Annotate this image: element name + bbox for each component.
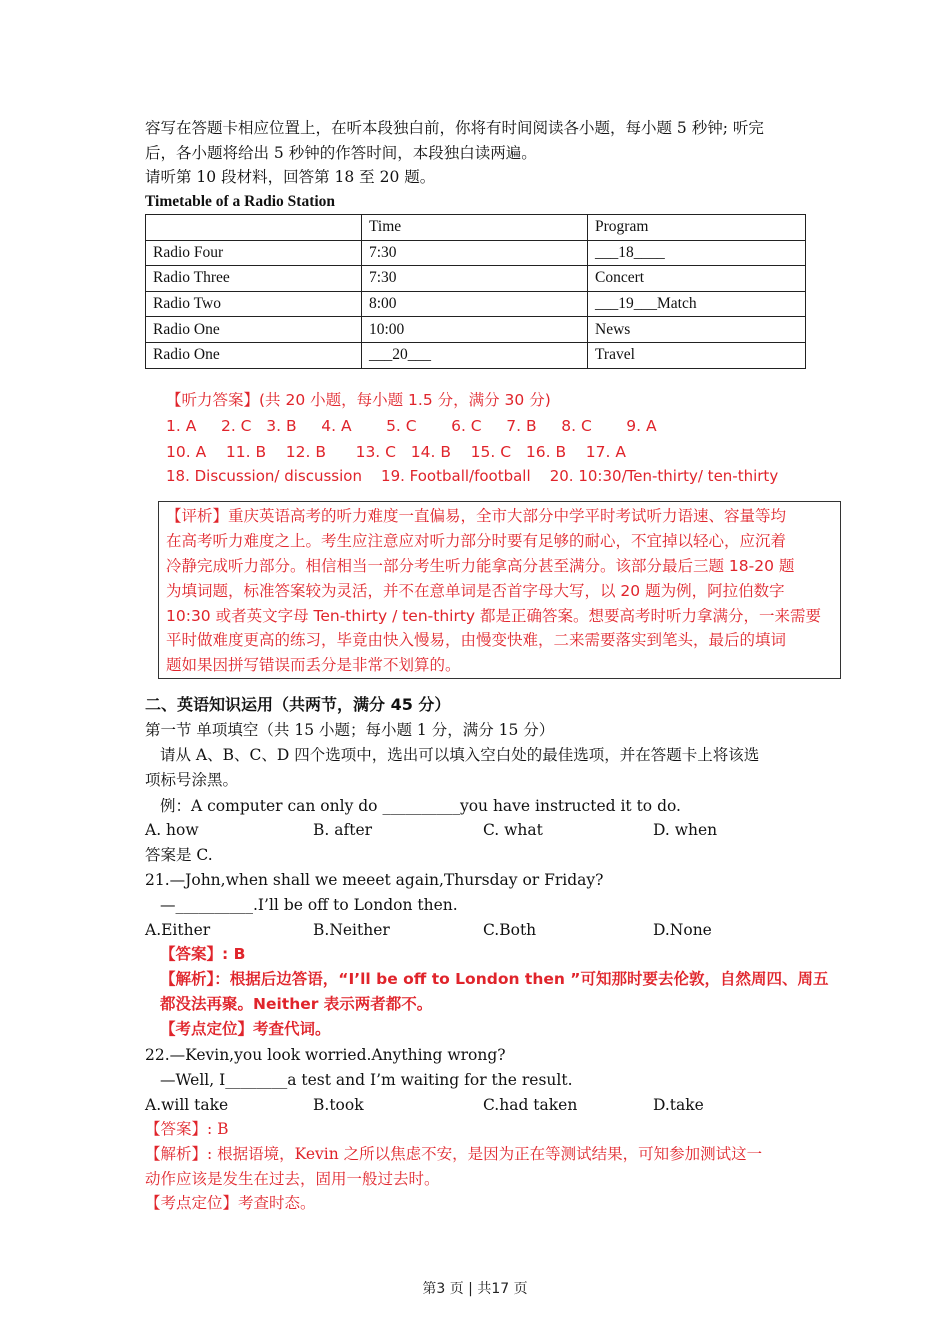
table-cell: 10:00 bbox=[362, 317, 588, 343]
q21-point: 【考点定位】考查代词。 bbox=[160, 1020, 331, 1038]
q21-option: A.Either bbox=[145, 921, 211, 939]
q21-reply: —__________.I’ll be off to London then. bbox=[160, 896, 458, 914]
table-cell: Radio Two bbox=[146, 291, 362, 317]
table-cell: 7:30 bbox=[362, 266, 588, 292]
q22-analysis-line-2: 动作应该是发生在过去，固用一般过去时。 bbox=[145, 1170, 440, 1188]
commentary-line: 题如果因拼写错误而丢分是非常不划算的。 bbox=[166, 656, 461, 674]
example-option: C. what bbox=[483, 821, 543, 839]
commentary-line: 【评析】重庆英语高考的听力难度一直偏易，全市大部分中学平时考试听力语速、容量等均 bbox=[166, 507, 787, 525]
example-answer: 答案是 C. bbox=[145, 846, 213, 864]
listening-answers-row-1: 1. A 2. C 3. B 4. A 5. C 6. C 7. B 8. C 9. A bbox=[166, 417, 657, 435]
q21-analysis-line-2: 都没法再聚。Neither 表示两者都不。 bbox=[160, 995, 433, 1013]
header-cell: Time bbox=[362, 215, 588, 241]
commentary-line: 平时做难度更高的练习，毕竟由快入慢易，由慢变快难，二来需要落实到笔头，最后的填词 bbox=[166, 631, 787, 649]
example-option: B. after bbox=[313, 821, 373, 839]
q22-option: A.will take bbox=[145, 1096, 229, 1114]
q22-option: B.took bbox=[313, 1096, 364, 1114]
q22-stem: 22.—Kevin,you look worried.Anything wrong? bbox=[145, 1046, 506, 1064]
q22-answer: 【答案】: B bbox=[145, 1120, 229, 1138]
table-title: Timetable of a Radio Station bbox=[145, 193, 336, 210]
q22-analysis-line-1: 【解析】: 根据语境，Kevin 之所以焦虑不安，是因为正在等测试结果，可知参加测试这一 bbox=[145, 1145, 763, 1163]
table-cell: Travel bbox=[588, 342, 806, 368]
commentary-line: 冷静完成听力部分。相信相当一部分考生听力能拿高分甚至满分。该部分最后三题 18-20 题 bbox=[166, 557, 795, 575]
table-row bbox=[146, 266, 806, 292]
commentary-line: 10:30 或者英文字母 Ten-thirty / ten-thirty 都是正确答案。想要高考时听力拿满分，一来需要 bbox=[166, 607, 822, 625]
table-cell: News bbox=[588, 317, 806, 343]
table-cell: ___18____ bbox=[588, 240, 806, 266]
table-cell: Radio Four bbox=[146, 240, 362, 266]
table-row bbox=[146, 291, 806, 317]
q22-point: 【考点定位】考查时态。 bbox=[145, 1194, 316, 1212]
example-option: D. when bbox=[653, 821, 718, 839]
part-heading: 第一节 单项填空（共 15 小题；每小题 1 分，满分 15 分） bbox=[145, 721, 555, 739]
instruction-line-2: 项标号涂黑。 bbox=[145, 771, 239, 789]
q21-analysis-line-1: 【解析】：根据后边答语，“I’ll be off to London then ”可知那时要去伦敦，自然周四、周五 bbox=[160, 970, 829, 988]
q21-option: B.Neither bbox=[313, 921, 390, 939]
table-cell: Concert bbox=[588, 266, 806, 292]
intro-line-1: 容写在答题卡相应位置上，在听本段独白前，你将有时间阅读各小题，每小题 5 秒钟; 听完 bbox=[145, 119, 764, 137]
q21-stem: 21.—John,when shall we meeet again,Thursday or Friday? bbox=[145, 871, 604, 889]
page-footer: 第3 页 | 共17 页 bbox=[422, 1281, 528, 1297]
intro-line-3: 请听第 10 段材料，回答第 18 至 20 题。 bbox=[145, 168, 436, 186]
q21-answer: 【答案】: B bbox=[160, 945, 246, 963]
example-option: A. how bbox=[145, 821, 199, 839]
table-cell: 8:00 bbox=[362, 291, 588, 317]
q21-option: C.Both bbox=[483, 921, 537, 939]
intro-line-2: 后，各小题将给出 5 秒钟的作答时间，本段独白读两遍。 bbox=[145, 144, 537, 162]
commentary-line: 为填词题，标准答案较为灵活，并不在意单词是否首字母大写，以 20 题为例，阿拉伯数字 bbox=[166, 582, 785, 600]
q21-option: D.None bbox=[653, 921, 712, 939]
q22-option: C.had taken bbox=[483, 1096, 578, 1114]
listening-answers-row-2: 10. A 11. B 12. B 13. C 14. B 15. C 16. B 17. A bbox=[166, 443, 626, 461]
example-question: 例：A computer can only do __________you have instructed it to do. bbox=[160, 797, 681, 815]
table-cell: Radio Three bbox=[146, 266, 362, 292]
header-cell bbox=[146, 215, 362, 241]
section-heading: 二、英语知识运用（共两节，满分 45 分） bbox=[145, 695, 451, 714]
commentary-line: 在高考听力难度之上。考生应注意应对听力部分时要有足够的耐心，不宜掉以轻心，应沉着 bbox=[166, 532, 787, 550]
table-cell: 7:30 bbox=[362, 240, 588, 266]
commentary-box bbox=[158, 501, 841, 679]
table-cell: Radio One bbox=[146, 342, 362, 368]
table-row bbox=[146, 215, 806, 241]
table-cell: ___19___Match bbox=[588, 291, 806, 317]
timetable bbox=[145, 214, 806, 369]
listening-answers-row-3: 18. Discussion/ discussion 19. Football/football 20. 10:30/Ten-thirty/ ten-thirty bbox=[166, 467, 779, 485]
q22-option: D.take bbox=[653, 1096, 704, 1114]
listening-answers-title: 【听力答案】(共 20 小题，每小题 1.5 分，满分 30 分) bbox=[166, 391, 551, 409]
table-row bbox=[146, 342, 806, 368]
header-cell: Program bbox=[588, 215, 806, 241]
table-cell: Radio One bbox=[146, 317, 362, 343]
table-cell: ___20___ bbox=[362, 342, 588, 368]
table-row bbox=[146, 240, 806, 266]
q22-reply: —Well, I________a test and I’m waiting for the result. bbox=[160, 1071, 573, 1089]
instruction-line-1: 请从 A、B、C、D 四个选项中，选出可以填入空白处的最佳选项，并在答题卡上将该选 bbox=[160, 746, 760, 764]
table-row bbox=[146, 317, 806, 343]
